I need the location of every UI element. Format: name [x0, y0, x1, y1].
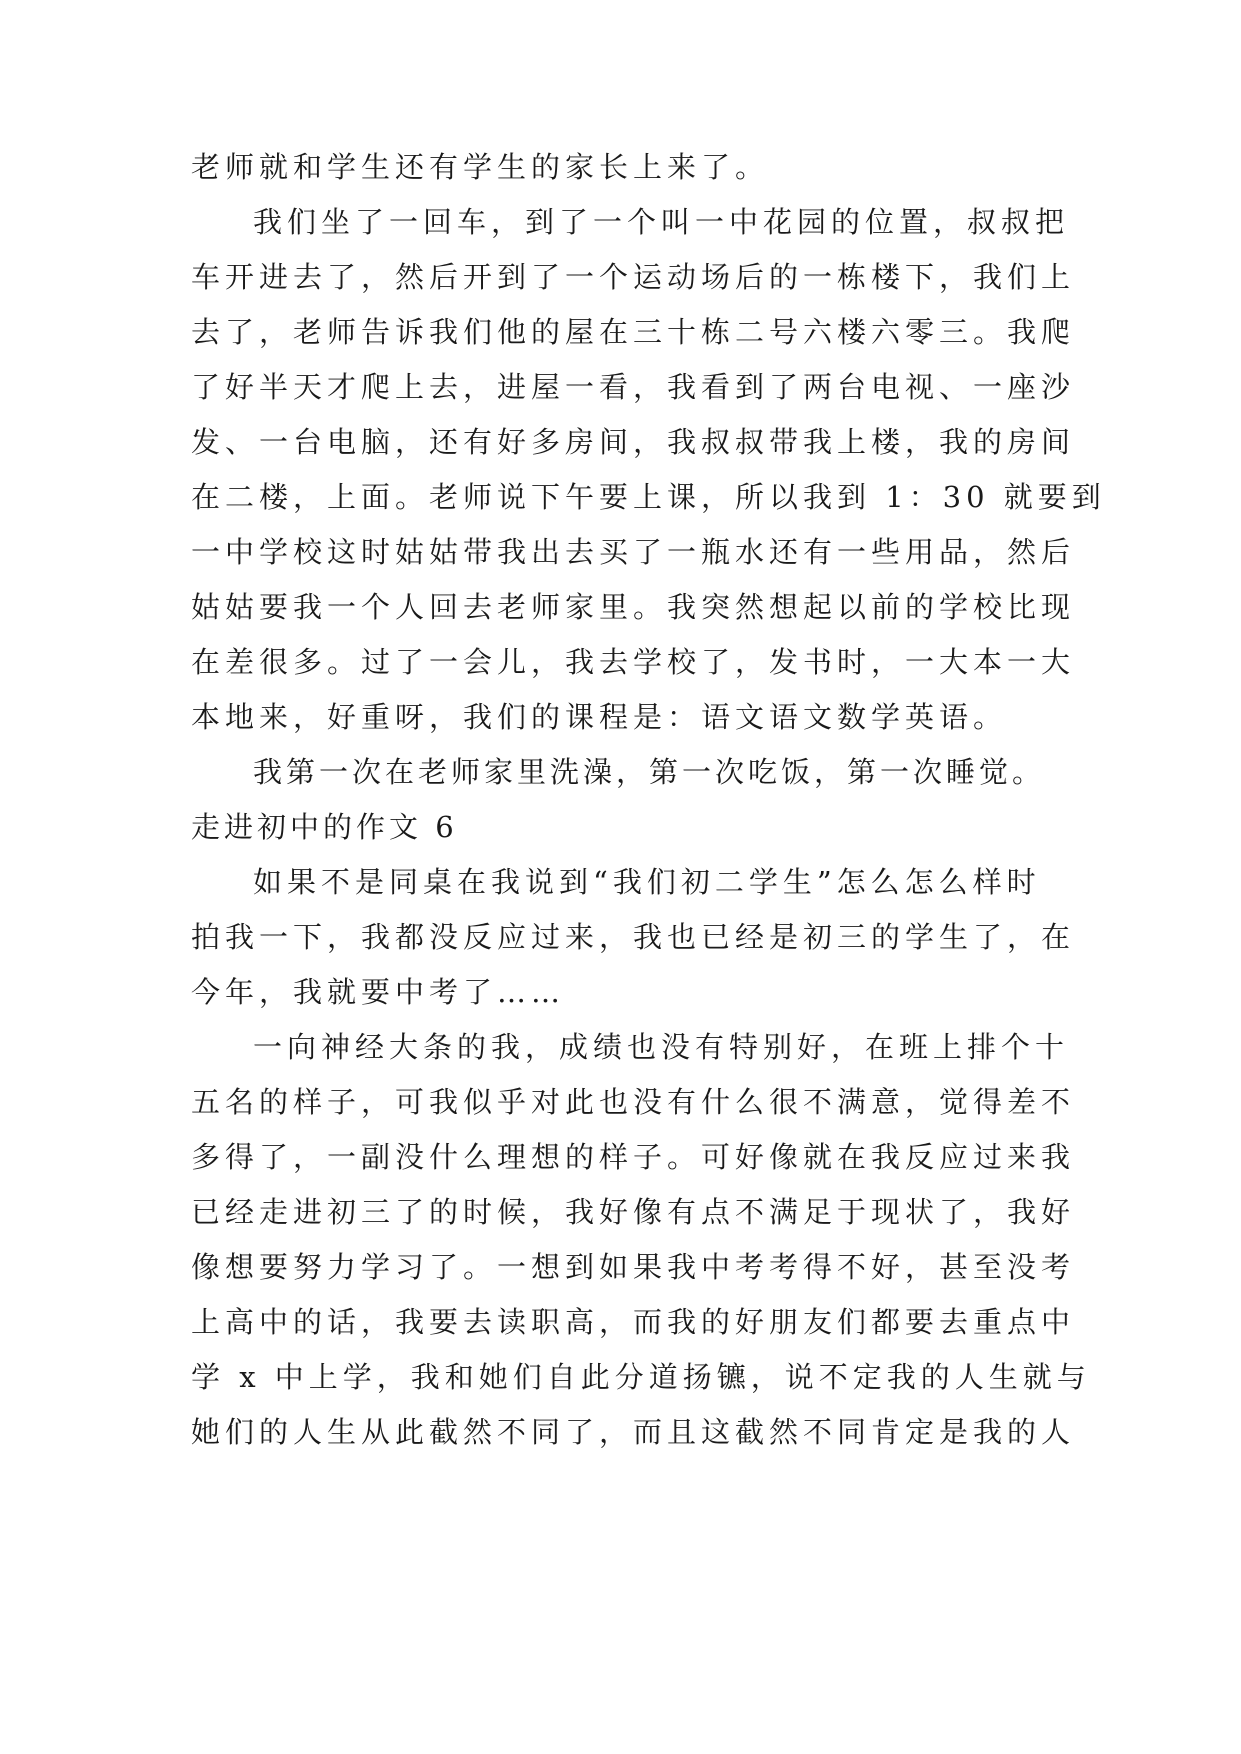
section-heading: 走进初中的作文 6	[191, 810, 458, 844]
text-line: 今年，我就要中考了……	[191, 975, 566, 1009]
text-line: 已经走进初三了的时候，我好像有点不满足于现状了，我好	[191, 1195, 1076, 1229]
text-line: 学 x 中上学，我和她们自此分道扬镳，说不定我的人生就与	[191, 1360, 1091, 1394]
text-line: 发、一台电脑，还有好多房间，我叔叔带我上楼，我的房间	[191, 425, 1076, 459]
paragraph-start-line: 一向神经大条的我，成绩也没有特别好，在班上排个十	[253, 1030, 1070, 1064]
text-line: 在二楼，上面。老师说下午要上课，所以我到 1：30 就要到	[191, 480, 1106, 514]
text-line: 一中学校这时姑姑带我出去买了一瓶水还有一些用品，然后	[191, 535, 1076, 569]
text-line: 去了，老师告诉我们他的屋在三十栋二号六楼六零三。我爬	[191, 315, 1076, 349]
text-line: 五名的样子，可我似乎对此也没有什么很不满意，觉得差不	[191, 1085, 1076, 1119]
paragraph-start-line: 如果不是同桌在我说到“我们初二学生”怎么怎么样时	[253, 865, 1041, 899]
paragraph-start-line: 我第一次在老师家里洗澡，第一次吃饭，第一次睡觉。	[253, 755, 1046, 789]
text-line: 在差很多。过了一会儿，我去学校了，发书时，一大本一大	[191, 645, 1076, 679]
text-line: 了好半天才爬上去，进屋一看，我看到了两台电视、一座沙	[191, 370, 1076, 404]
text-line: 多得了，一副没什么理想的样子。可好像就在我反应过来我	[191, 1140, 1076, 1174]
text-line: 她们的人生从此截然不同了，而且这截然不同肯定是我的人	[191, 1415, 1076, 1449]
text-line: 像想要努力学习了。一想到如果我中考考得不好，甚至没考	[191, 1250, 1076, 1284]
text-line: 本地来，好重呀，我们的课程是：语文语文数学英语。	[191, 700, 1008, 734]
text-line: 老师就和学生还有学生的家长上来了。	[191, 150, 770, 184]
text-line: 拍我一下，我都没反应过来，我也已经是初三的学生了，在	[191, 920, 1076, 954]
text-line: 车开进去了，然后开到了一个运动场后的一栋楼下，我们上	[191, 260, 1076, 294]
paragraph-start-line: 我们坐了一回车，到了一个叫一中花园的位置，叔叔把	[253, 205, 1070, 239]
text-line: 上高中的话，我要去读职高，而我的好朋友们都要去重点中	[191, 1305, 1076, 1339]
text-line: 姑姑要我一个人回去老师家里。我突然想起以前的学校比现	[191, 590, 1076, 624]
